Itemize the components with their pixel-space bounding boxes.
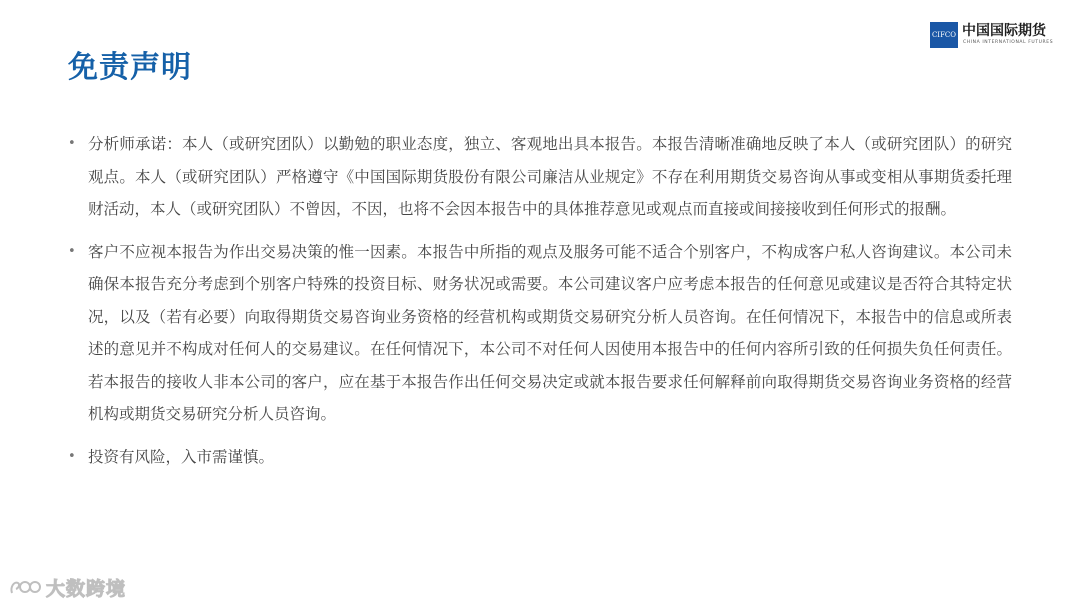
disclaimer-item (66, 128, 1012, 226)
logo-mark: CIFCO (930, 22, 958, 48)
watermark-text: 大数跨境 (46, 577, 127, 600)
bullet-icon: • (68, 243, 76, 259)
disclaimer-text: 投资有风险，入市需谨慎。 (88, 447, 275, 466)
disclaimer-item (66, 441, 1012, 474)
bullet-icon: • (68, 136, 76, 151)
watermark (8, 572, 126, 602)
disclaimer-text: 客户不应视本报告为作出交易决策的惟一因素。本报告中所指的观点及服务可能不适合个别客户，不构成客户私人咨询建议。本公司未确保本报告充分考虑到个别客户特殊的投资目标、财务状况或需要。本公司建议客户应考虑本报告的任何意见或建议是否符合其特定状况，以及（若有必要）向取得期货交易咨询业务资格的经营机构或期货交易研究分析人员咨询。在任何情况下，本报告中的信息或所表述的意见并不构成对任何人的交易建议。在任何情况下，本公司不对任何人因使用本报告中的任何内容所引致的任何损失负任何责任。若本报告的接收人非本公司的客户，应在基于本报告作出任何交易决定或就本报告要求任何解释前向取得期货交易咨询业务资格的经营机构或期货交易研究分析人员咨询。 (88, 242, 1012, 423)
company-logo (930, 22, 1060, 50)
bullet-icon: • (68, 448, 76, 464)
watermark-logo-icon (8, 575, 42, 599)
disclaimer-text: 分析师承诺：本人（或研究团队）以勤勉的职业态度，独立、客观地出具本报告。本报告清晰准确地反映了本人（或研究团队）的研究观点。本人（或研究团队）严格遵守《中国国际期货股份有限公司廉洁从业规定》不存在利用期货交易咨询从事或变相从事期货委托理财活动，本人（或研究团队）不曾因，不因，也将不会因本报告中的具体推荐意见或观点而直接或间接接收到任何形式的报酬。 (88, 135, 1012, 218)
page-title: 免责声明 (68, 50, 192, 85)
disclaimer-item (66, 236, 1012, 431)
logo-name-en: CHINA INTERNATIONAL FUTURES (963, 40, 1054, 45)
disclaimer-list (66, 128, 1012, 483)
logo-name-cn: 中国国际期货 (962, 23, 1046, 39)
